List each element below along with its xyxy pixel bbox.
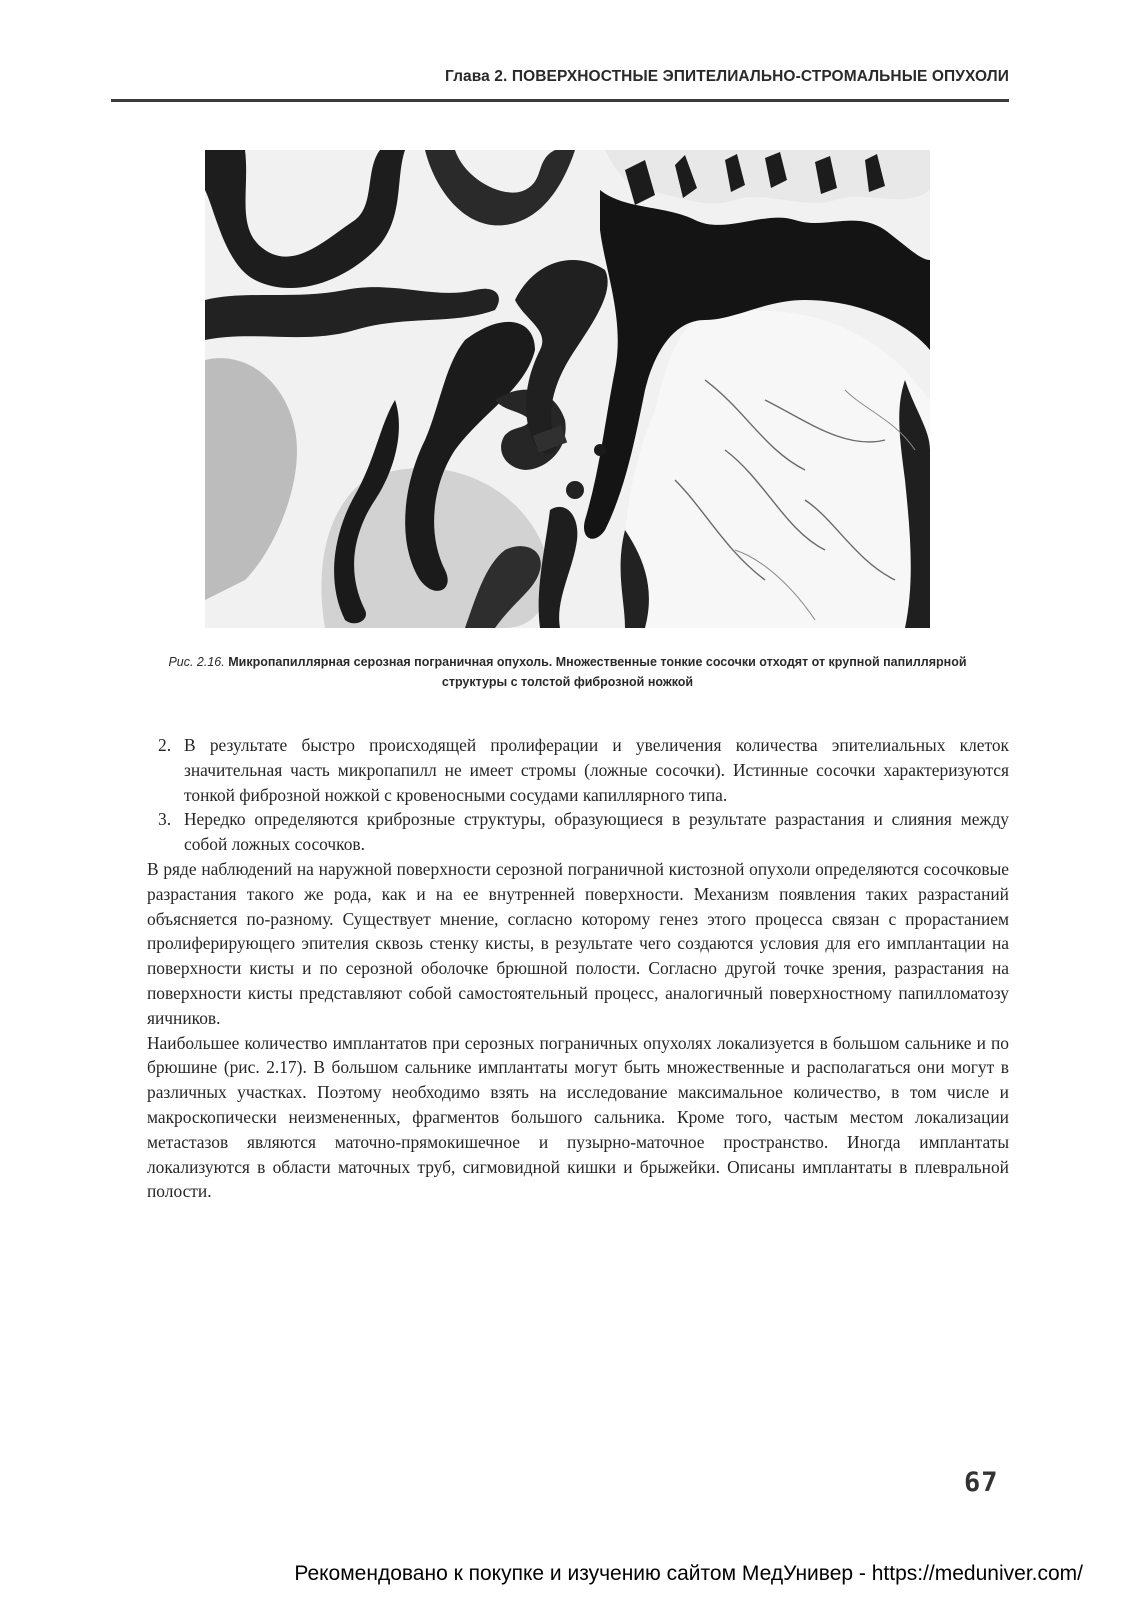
list-text: Нередко определяются криброзные структуры, образующиеся в результате разрастания и слияния между собой ложных сосочков. — [184, 809, 1009, 855]
chapter-label: Глава 2. — [444, 68, 508, 85]
histology-micrograph — [205, 150, 930, 628]
paragraph-text: В ряде наблюдений на наружной поверхности серозной пограничной кистозной опухоли определяются сосочковые разрастания такого же рода, как и на ее внутренней поверхности. Механизм появления таких разрастаний объясняется по-разному. Существует мнение, согласно которому генез этого процесса связан с прорастанием пролиферирующего эпителия сквозь стенку кисты, в результате чего создаются условия для его имплантации на поверхности кисты и по серозной оболочке брюшной полости. Согласно другой точке зрения, разрастания на поверхности кисты представляют собой самостоятельный процесс, аналогичный поверхностному папилломатозу яичников. — [147, 858, 1009, 1028]
caption-label: Рис. 2.16. — [168, 655, 225, 669]
list-number: 2. — [158, 735, 172, 755]
caption-text: Микропапиллярная серозная пограничная опухоль. Множественные тонкие сосочки отходят от крупной папиллярной структуры с толстой фиброзной ножкой — [228, 655, 967, 689]
paragraph-text: Наибольшее количество имплантатов при серозных пограничных опухолях локализуется в большом сальнике и по брюшине (рис. 2.17). В большом сальнике имплантаты могут быть множественные и располагаться они могут в различных участках. Поэтому необходимо взять на исследование максимальное количество, в том числе и макроскопически неизмененных, фрагментов большого сальника. Кроме того, частым местом локализации метастазов являются маточно-прямокишечное и пузырно-маточное пространство. Иногда имплантаты локализуются в области маточных труб, сигмовидной кишки и брыжейки. Описаны имплантаты в плевральной полости. — [147, 1032, 1009, 1202]
list-number: 3. — [158, 809, 172, 830]
body-text — [147, 733, 1009, 1204]
micrograph-image — [205, 150, 930, 628]
list-text: В результате быстро происходящей пролиферации и увеличения количества эпителиальных клеток значительная часть микропапилл не имеет стромы (ложные сосочки). Истинные сосочки характеризуются тонкой фиброзной ножкой с кровеносными сосудами капиллярного типа. — [184, 735, 1009, 805]
header-rule — [111, 99, 1009, 102]
list-item — [158, 807, 1009, 857]
footer-note: Рекомендовано к покупке и изучению сайтом МедУнивер - https://meduniver.com/ — [294, 1562, 1083, 1585]
figure-caption — [140, 652, 995, 692]
running-header — [111, 68, 1009, 86]
list-item — [158, 733, 1009, 807]
page-number: 67 — [964, 1467, 999, 1498]
paragraph — [147, 1031, 1009, 1205]
paragraph — [147, 857, 1009, 1031]
chapter-title: ПОВЕРХНОСТНЫЕ ЭПИТЕЛИАЛЬНО-СТРОМАЛЬНЫЕ ОПУХОЛИ — [511, 68, 1009, 85]
